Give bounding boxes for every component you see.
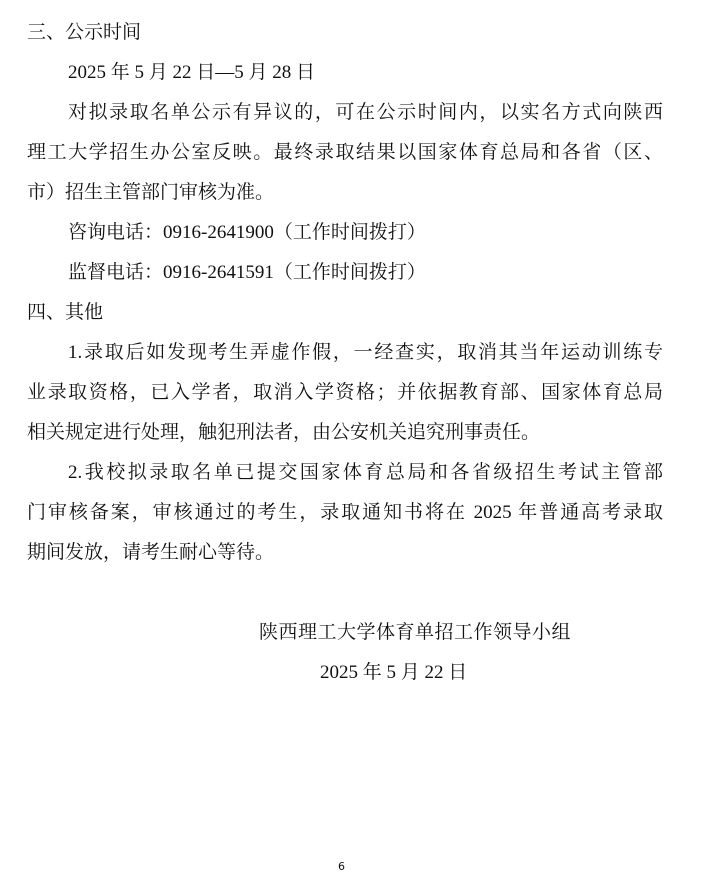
page-number: 6 [338,860,345,873]
paragraph-line: 理工大学招生办公室反映。最终录取结果以国家体育总局和各省（区、 [27,142,663,163]
paragraph-line: 1.录取后如发现考生弄虚作假，一经查实，取消其当年运动训练专 [68,342,663,363]
paragraph-line: 门审核备案，审核通过的考生，录取通知书将在 2025 年普通高考录取 [27,502,663,523]
paragraph-line: 对拟录取名单公示有异议的，可在公示时间内，以实名方式向陕西 [68,102,663,123]
signature-date: 2025 年 5 月 22 日 [320,662,468,683]
section-4-heading: 四、其他 [27,302,104,323]
paragraph-line: 业录取资格，已入学者，取消入学资格；并依据教育部、国家体育总局 [27,382,663,403]
signature-org: 陕西理工大学体育单招工作领导小组 [259,622,572,643]
consult-phone: 咨询电话：0916-2641900（工作时间拨打） [68,222,426,243]
supervise-phone: 监督电话：0916-2641591（工作时间拨打） [68,262,426,283]
publicity-period: 2025 年 5 月 22 日—5 月 28 日 [68,62,316,83]
paragraph-line: 市）招生主管部门审核为准。 [27,182,275,203]
paragraph-line: 2.我校拟录取名单已提交国家体育总局和各省级招生考试主管部 [68,462,663,483]
paragraph-line: 期间发放，请考生耐心等待。 [27,542,275,563]
paragraph-line: 相关规定进行处理，触犯刑法者，由公安机关追究刑事责任。 [27,422,541,443]
section-3-heading: 三、公示时间 [27,22,142,43]
